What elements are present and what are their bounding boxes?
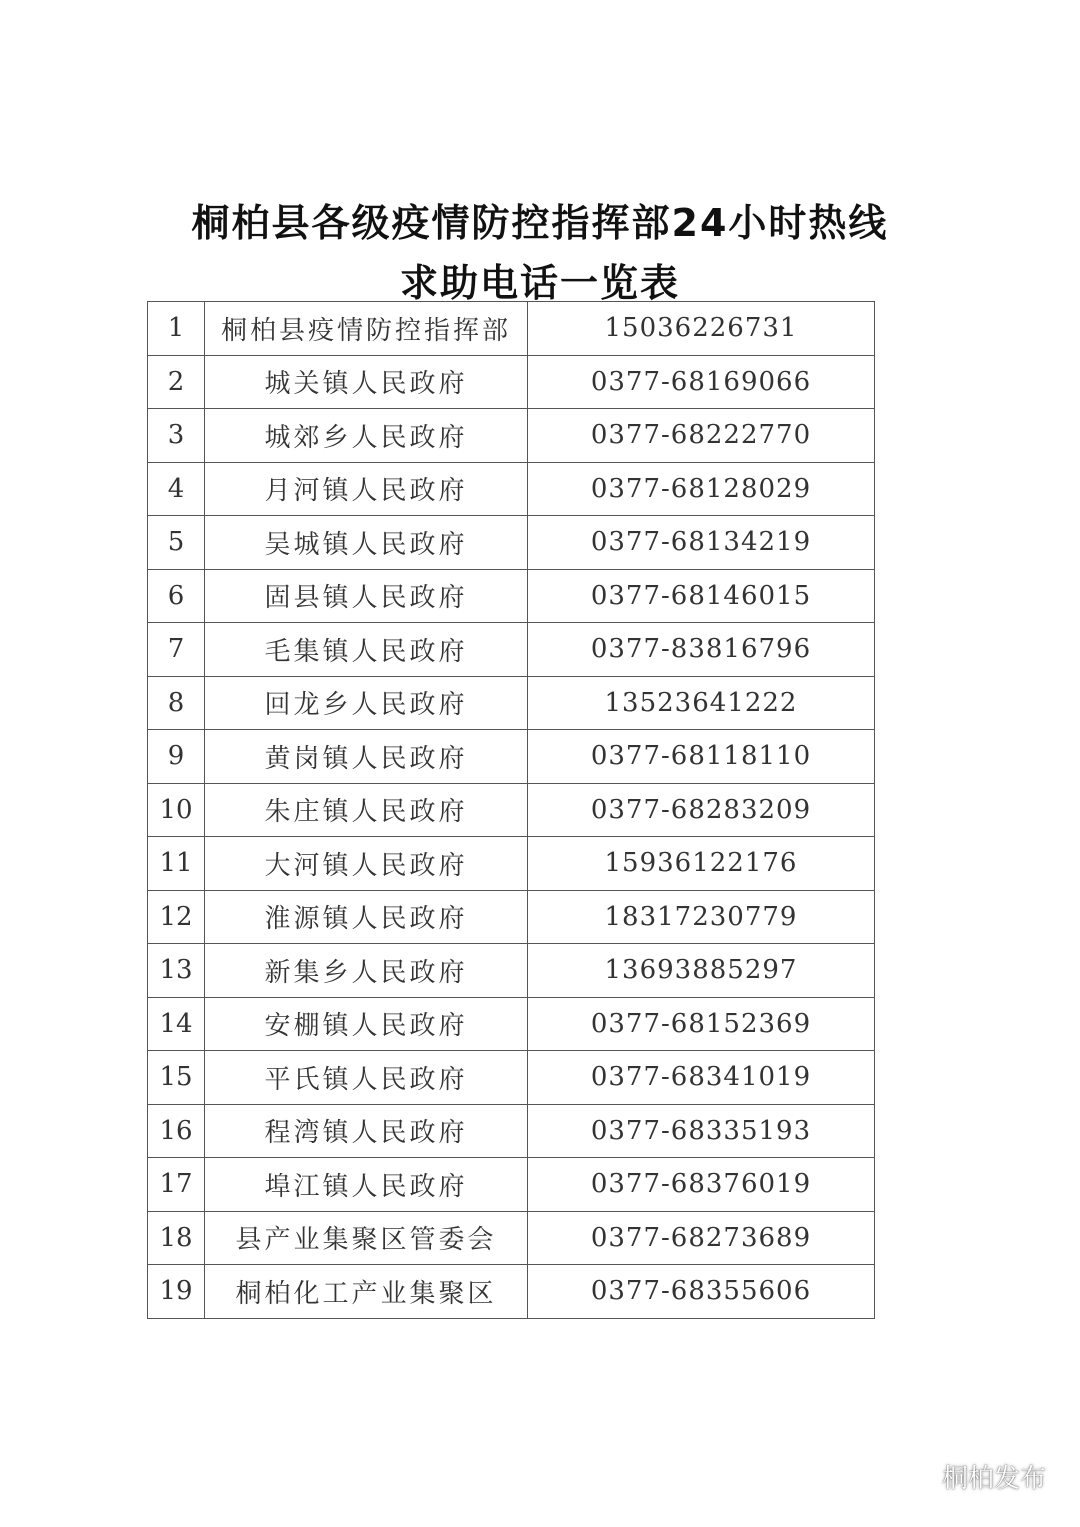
row-number: 9 xyxy=(148,730,205,784)
row-number: 17 xyxy=(148,1158,205,1212)
table-row xyxy=(148,890,875,944)
row-number: 16 xyxy=(148,1104,205,1158)
row-number: 14 xyxy=(148,997,205,1051)
organization-name: 程湾镇人民政府 xyxy=(205,1104,528,1158)
phone-number: 0377-68335193 xyxy=(528,1104,875,1158)
phone-number: 18317230779 xyxy=(528,890,875,944)
organization-name: 平氏镇人民政府 xyxy=(205,1051,528,1105)
table-row xyxy=(148,302,875,356)
row-number: 19 xyxy=(148,1265,205,1319)
organization-name: 淮源镇人民政府 xyxy=(205,890,528,944)
organization-name: 大河镇人民政府 xyxy=(205,837,528,891)
page-title-line1: 桐柏县各级疫情防控指挥部24小时热线 xyxy=(191,201,889,245)
page-title-line2: 求助电话一览表 xyxy=(399,261,680,305)
row-number: 6 xyxy=(148,569,205,623)
table-row xyxy=(148,516,875,570)
row-number: 1 xyxy=(148,302,205,356)
phone-number: 0377-68146015 xyxy=(528,569,875,623)
phone-number: 15936122176 xyxy=(528,837,875,891)
hotline-table-body xyxy=(148,302,875,1319)
row-number: 4 xyxy=(148,462,205,516)
organization-name: 黄岗镇人民政府 xyxy=(205,730,528,784)
table-row xyxy=(148,1051,875,1105)
row-number: 18 xyxy=(148,1211,205,1265)
table-row xyxy=(148,730,875,784)
organization-name: 安棚镇人民政府 xyxy=(205,997,528,1051)
table-row xyxy=(148,409,875,463)
organization-name: 回龙乡人民政府 xyxy=(205,676,528,730)
phone-number: 15036226731 xyxy=(528,302,875,356)
organization-name: 埠江镇人民政府 xyxy=(205,1158,528,1212)
table-row xyxy=(148,623,875,677)
row-number: 2 xyxy=(148,355,205,409)
phone-number: 0377-68118110 xyxy=(528,730,875,784)
row-number: 3 xyxy=(148,409,205,463)
row-number: 12 xyxy=(148,890,205,944)
organization-name: 城郊乡人民政府 xyxy=(205,409,528,463)
wechat-icon xyxy=(888,1459,932,1495)
row-number: 15 xyxy=(148,1051,205,1105)
phone-number: 0377-68376019 xyxy=(528,1158,875,1212)
phone-number: 13693885297 xyxy=(528,944,875,998)
row-number: 13 xyxy=(148,944,205,998)
phone-number: 0377-68355606 xyxy=(528,1265,875,1319)
organization-name: 朱庄镇人民政府 xyxy=(205,783,528,837)
row-number: 11 xyxy=(148,837,205,891)
organization-name: 县产业集聚区管委会 xyxy=(205,1211,528,1265)
phone-number: 13523641222 xyxy=(528,676,875,730)
table-row xyxy=(148,783,875,837)
phone-number: 0377-68152369 xyxy=(528,997,875,1051)
table-row xyxy=(148,1265,875,1319)
organization-name: 桐柏化工产业集聚区 xyxy=(205,1265,528,1319)
table-row xyxy=(148,676,875,730)
table-row xyxy=(148,462,875,516)
organization-name: 新集乡人民政府 xyxy=(205,944,528,998)
phone-number: 0377-68283209 xyxy=(528,783,875,837)
watermark-text: 桐柏发布 xyxy=(941,1464,1046,1494)
phone-number: 0377-68169066 xyxy=(528,355,875,409)
organization-name: 月河镇人民政府 xyxy=(205,462,528,516)
table-row xyxy=(148,1158,875,1212)
organization-name: 毛集镇人民政府 xyxy=(205,623,528,677)
table-row xyxy=(148,569,875,623)
table-row xyxy=(148,1104,875,1158)
watermark xyxy=(888,1458,1046,1495)
organization-name: 桐柏县疫情防控指挥部 xyxy=(205,302,528,356)
phone-number: 0377-68222770 xyxy=(528,409,875,463)
table-row xyxy=(148,355,875,409)
row-number: 5 xyxy=(148,516,205,570)
row-number: 8 xyxy=(148,676,205,730)
phone-number: 0377-68128029 xyxy=(528,462,875,516)
organization-name: 吴城镇人民政府 xyxy=(205,516,528,570)
table-row xyxy=(148,944,875,998)
phone-number: 0377-83816796 xyxy=(528,623,875,677)
phone-number: 0377-68273689 xyxy=(528,1211,875,1265)
table-row xyxy=(148,837,875,891)
table-row xyxy=(148,997,875,1051)
phone-number: 0377-68341019 xyxy=(528,1051,875,1105)
organization-name: 固县镇人民政府 xyxy=(205,569,528,623)
table-row xyxy=(148,1211,875,1265)
row-number: 7 xyxy=(148,623,205,677)
organization-name: 城关镇人民政府 xyxy=(205,355,528,409)
hotline-table xyxy=(147,301,875,1319)
phone-number: 0377-68134219 xyxy=(528,516,875,570)
row-number: 10 xyxy=(148,783,205,837)
